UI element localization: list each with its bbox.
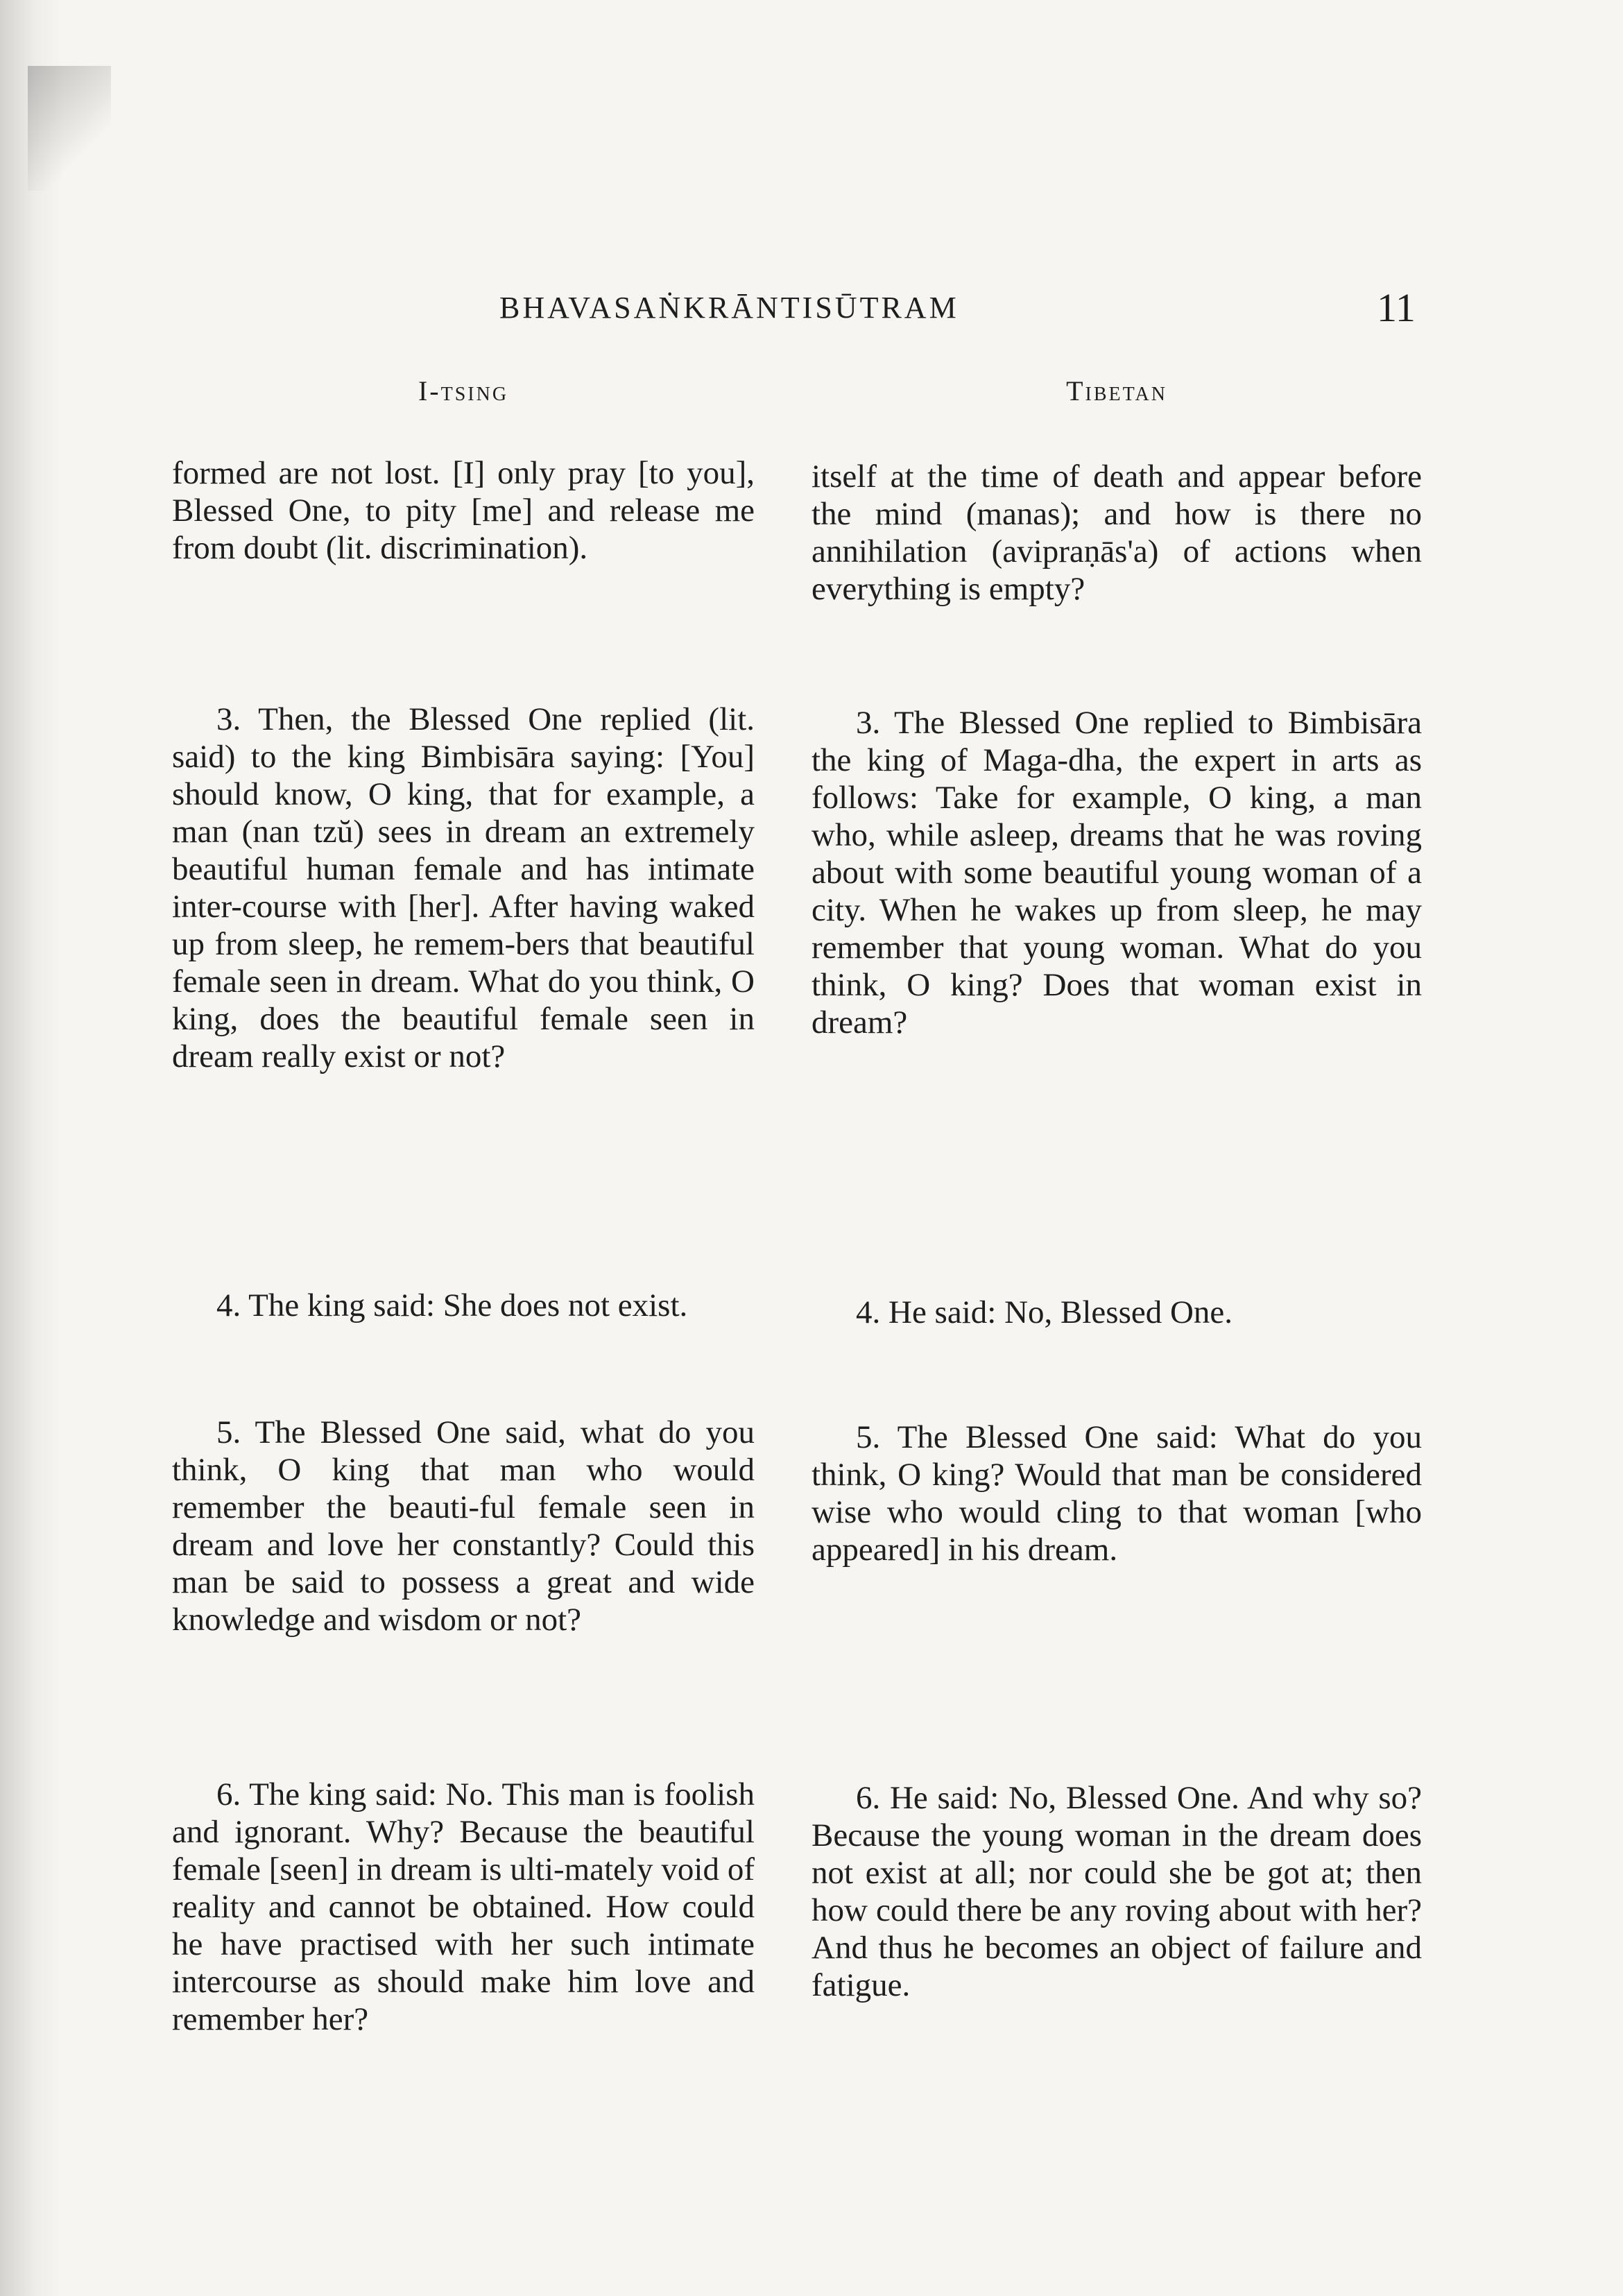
page-header	[0, 284, 1623, 340]
right-paragraph-6: 6. He said: No, Blessed One. And why so? Because the young woman in the dream does not exist at all; nor could she be got at; then how could there be any roving about with her? And thus he becomes an object of failure and fatigue.	[812, 1780, 1422, 2003]
left-paragraph-5: 5. The Blessed One said, what do you think, O king that man who would remember the beauti-ful female seen in dream and love her constantly? Could this man be said to possess a great and wide knowledge and wisdom or not?	[172, 1414, 755, 1638]
scan-shadow-edge	[0, 0, 62, 2296]
right-column-heading	[812, 375, 1422, 423]
right-column-tibetan	[812, 375, 1422, 2003]
left-paragraph-4: 4. The king said: She does not exist.	[216, 1287, 688, 1323]
left-column-i-tsing	[172, 375, 755, 2037]
scan-corner-mark	[28, 66, 111, 191]
left-paragraph-6: 6. The king said: No. This man is foolish and ignorant. Why? Because the beautiful female [seen] in dream is ulti-mately void of reality and cannot be obtained. How could he have practised with her such intimate intercourse as should make him love and remember her?	[172, 1776, 755, 2037]
right-paragraph-3: 3. The Blessed One replied to Bimbisāra the king of Maga-dha, the expert in arts as follows: Take for example, O king, a man who, while asleep, dreams that he was roving about with some beautiful young woman of a city. When he wakes up from sleep, he may remember that young woman. What do you think, O king? Does that woman exist in dream?	[812, 705, 1422, 1040]
right-paragraph-4: 4. He said: No, Blessed One.	[856, 1294, 1233, 1330]
right-paragraph-intro: itself at the time of death and appear before the mind (manas); and how is there no annihilation (avipraṇās'a) of actions when everything is empty?	[812, 459, 1422, 607]
right-column-heading-text: Tibetan	[1066, 375, 1167, 406]
left-paragraph-3: 3. Then, the Blessed One replied (lit. said) to the king Bimbisāra saying: [You] should know, O king, that for example, a man (nan tzŭ) sees in dream an extremely beautiful human female and has intimate inter-course with [her]. After having waked up from sleep, he remem-bers that beautiful female seen in dream. What do you think, O king, does the beautiful female seen in dream really exist or not?	[172, 701, 755, 1074]
running-title: BHAVASAṄKRĀNTISŪTRAM	[499, 291, 959, 325]
left-paragraph-intro: formed are not lost. [I] only pray [to you], Blessed One, to pity [me] and release me from doubt (lit. discrimination).	[172, 455, 755, 566]
right-paragraph-5: 5. The Blessed One said: What do you think, O king? Would that man be considered wise who would cling to that woman [who appeared] in his dream.	[812, 1419, 1422, 1568]
left-column-heading-text: I-tsing	[418, 375, 509, 406]
page-number: 11	[1377, 285, 1416, 330]
left-column-heading	[172, 375, 755, 423]
